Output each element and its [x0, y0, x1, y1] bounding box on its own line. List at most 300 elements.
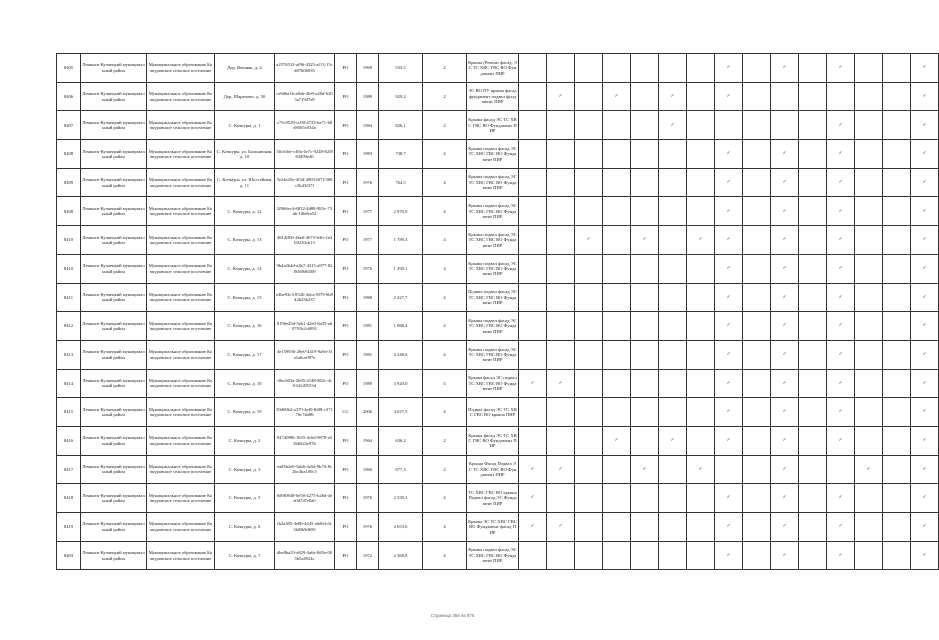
- work-mark-cell: [631, 426, 659, 455]
- work-mark-cell: [687, 140, 715, 169]
- work-mark-cell: [911, 312, 939, 341]
- work-mark-cell: [687, 283, 715, 312]
- address-cell: С. Кочкуры, д. 3: [215, 455, 275, 484]
- work-mark-cell: [827, 398, 855, 427]
- work-mark-cell: [687, 312, 715, 341]
- work-mark-cell: [659, 140, 687, 169]
- work-mark-cell: [519, 426, 547, 455]
- work-mark-cell: [687, 426, 715, 455]
- work-mark-cell: [659, 513, 687, 542]
- area-cell: 1 789,3: [379, 226, 423, 255]
- work-mark-cell: [771, 226, 799, 255]
- district-cell: Ленинск-Кузнецкий муниципальный район: [81, 82, 147, 111]
- ownership-form-cell: РО: [335, 168, 357, 197]
- ownership-form-cell: РО: [335, 283, 357, 312]
- work-mark-cell: [771, 197, 799, 226]
- checkmark-icon: ✓: [922, 122, 927, 128]
- work-mark-cell: [547, 484, 575, 513]
- work-mark-cell: [519, 168, 547, 197]
- work-mark-cell: [883, 254, 911, 283]
- checkmark-icon: ✓: [670, 438, 675, 444]
- work-mark-cell: [911, 426, 939, 455]
- work-mark-cell: [575, 197, 603, 226]
- checkmark-icon: ✓: [782, 208, 787, 214]
- work-mark-cell: [855, 226, 883, 255]
- checkmark-icon: ✓: [838, 409, 843, 415]
- row-id: 8419: [57, 513, 81, 542]
- work-mark-cell: [715, 54, 743, 83]
- work-mark-cell: [911, 197, 939, 226]
- settlement-cell: Муниципальное образование Кочкуровское сельское поселение: [147, 140, 215, 169]
- work-mark-cell: [743, 168, 771, 197]
- work-mark-cell: [883, 426, 911, 455]
- work-mark-cell: [603, 455, 631, 484]
- work-mark-cell: [911, 513, 939, 542]
- work-mark-cell: [827, 82, 855, 111]
- work-mark-cell: [715, 484, 743, 513]
- checkmark-icon: ✓: [558, 466, 563, 472]
- repair-works-cell: ЭС ВО ПУ крыша фасад фундамент подвал фундамент ПИР: [467, 82, 519, 111]
- work-mark-cell: [883, 369, 911, 398]
- settlement-cell: Муниципальное образование Кочкуровское сельское поселение: [147, 82, 215, 111]
- work-mark-cell: [743, 140, 771, 169]
- area-cell: 677,3: [379, 455, 423, 484]
- work-mark-cell: [547, 541, 575, 570]
- checkmark-icon: ✓: [782, 237, 787, 243]
- district-cell: Ленинск-Кузнецкий муниципальный район: [81, 484, 147, 513]
- district-cell: Ленинск-Кузнецкий муниципальный район: [81, 197, 147, 226]
- checkmark-icon: ✓: [530, 495, 535, 501]
- work-mark-cell: [547, 426, 575, 455]
- area-cell: 2 539,3: [379, 484, 423, 513]
- work-mark-cell: [547, 82, 575, 111]
- work-mark-cell: [827, 455, 855, 484]
- area-cell: 1 986,4: [379, 312, 423, 341]
- work-mark-cell: [715, 312, 743, 341]
- checkmark-icon: ✓: [782, 552, 787, 558]
- work-mark-cell: [743, 369, 771, 398]
- work-mark-cell: [771, 82, 799, 111]
- checkmark-icon: ✓: [558, 93, 563, 99]
- work-mark-cell: [547, 168, 575, 197]
- work-mark-cell: [687, 484, 715, 513]
- address-cell: Дер. Шарапово, д. 50: [215, 82, 275, 111]
- fias-code-cell: c75c9529-cc00-4723-ba71-b8d9565c034a: [275, 111, 335, 140]
- checkmark-icon: ✓: [922, 265, 927, 271]
- checkmark-icon: ✓: [922, 495, 927, 501]
- work-mark-cell: [519, 254, 547, 283]
- work-mark-cell: [659, 111, 687, 140]
- address-cell: С. Кочкуры, д. 6: [215, 513, 275, 542]
- table-row: [57, 426, 939, 455]
- work-mark-cell: [687, 197, 715, 226]
- work-mark-cell: [519, 312, 547, 341]
- row-id: 8418: [57, 484, 81, 513]
- work-mark-cell: [547, 54, 575, 83]
- fias-code-cell: 8196e45d-5eb1-42e0-8a35-eb0791b2c6891: [275, 312, 335, 341]
- work-mark-cell: [631, 369, 659, 398]
- work-mark-cell: [799, 513, 827, 542]
- work-mark-cell: [827, 226, 855, 255]
- work-mark-cell: [715, 513, 743, 542]
- work-mark-cell: [659, 54, 687, 83]
- checkmark-icon: ✓: [782, 524, 787, 530]
- settlement-cell: Муниципальное образование Кочкуровское сельское поселение: [147, 312, 215, 341]
- work-mark-cell: [687, 369, 715, 398]
- checkmark-icon: ✓: [838, 122, 843, 128]
- area-cell: 636,2: [379, 426, 423, 455]
- district-cell: Ленинск-Кузнецкий муниципальный район: [81, 340, 147, 369]
- work-mark-cell: [771, 168, 799, 197]
- work-mark-cell: [771, 254, 799, 283]
- work-mark-cell: [855, 484, 883, 513]
- row-id: 8407: [57, 111, 81, 140]
- checkmark-icon: ✓: [726, 265, 731, 271]
- address-cell: С. Кочкуры, д. 12: [215, 197, 275, 226]
- checkmark-icon: ✓: [782, 65, 787, 71]
- district-cell: Ленинск-Кузнецкий муниципальный район: [81, 426, 147, 455]
- area-cell: 2 368,8: [379, 541, 423, 570]
- ownership-form-cell: РО: [335, 484, 357, 513]
- repair-works-cell: Крыша (Ремонт фасад, ЭС ТС ХВС ГВС ВО Фундамент ПИР: [467, 54, 519, 83]
- floors-cell: 4: [423, 340, 467, 369]
- work-mark-cell: [883, 140, 911, 169]
- table-row: [57, 54, 939, 83]
- checkmark-icon: ✓: [838, 524, 843, 530]
- floors-cell: 2: [423, 111, 467, 140]
- work-mark-cell: [687, 226, 715, 255]
- checkmark-icon: ✓: [838, 323, 843, 329]
- checkmark-icon: ✓: [558, 380, 563, 386]
- address-cell: С. Кочкуры, ул. Шоссейная, д. 11: [215, 168, 275, 197]
- work-mark-cell: [631, 455, 659, 484]
- repair-works-cell: Крыша подвал фасад ЭС ТС ХВС ГВС ВО Фундамент ПИР: [467, 340, 519, 369]
- table-row: [57, 82, 939, 111]
- checkmark-icon: ✓: [782, 151, 787, 157]
- ownership-form-cell: РО: [335, 426, 357, 455]
- build-year-cell: 1981: [357, 340, 379, 369]
- work-mark-cell: [827, 254, 855, 283]
- work-mark-cell: [799, 455, 827, 484]
- work-mark-cell: [715, 398, 743, 427]
- settlement-cell: Муниципальное образование Кочкуровское сельское поселение: [147, 168, 215, 197]
- settlement-cell: Муниципальное образование Кочкуровское сельское поселение: [147, 340, 215, 369]
- build-year-cell: 1977: [357, 197, 379, 226]
- ownership-form-cell: РО: [335, 541, 357, 570]
- work-mark-cell: [883, 168, 911, 197]
- work-mark-cell: [827, 340, 855, 369]
- build-year-cell: 1977: [357, 226, 379, 255]
- work-mark-cell: [603, 111, 631, 140]
- floors-cell: 2: [423, 54, 467, 83]
- checkmark-icon: ✓: [586, 237, 591, 243]
- checkmark-icon: ✓: [922, 208, 927, 214]
- fias-code-cell: e4be93c3-852b-4dca-9f79-6b942b25b237: [275, 283, 335, 312]
- work-mark-cell: [547, 197, 575, 226]
- settlement-cell: Муниципальное образование Кочкуровское сельское поселение: [147, 226, 215, 255]
- checkmark-icon: ✓: [726, 151, 731, 157]
- work-mark-cell: [743, 82, 771, 111]
- checkmark-icon: ✓: [838, 552, 843, 558]
- work-mark-cell: [771, 484, 799, 513]
- table-row: [57, 398, 939, 427]
- district-cell: Ленинск-Кузнецкий муниципальный район: [81, 312, 147, 341]
- work-mark-cell: [603, 197, 631, 226]
- build-year-cell: 1976: [357, 484, 379, 513]
- work-mark-cell: [631, 484, 659, 513]
- work-mark-cell: [659, 168, 687, 197]
- settlement-cell: Муниципальное образование Кочкуровское сельское поселение: [147, 254, 215, 283]
- build-year-cell: 1972: [357, 541, 379, 570]
- work-mark-cell: [743, 312, 771, 341]
- checkmark-icon: ✓: [530, 466, 535, 472]
- work-mark-cell: [883, 340, 911, 369]
- work-mark-cell: [631, 111, 659, 140]
- work-mark-cell: [631, 54, 659, 83]
- row-id: 8408: [57, 140, 81, 169]
- checkmark-icon: ✓: [726, 409, 731, 415]
- checkmark-icon: ✓: [670, 93, 675, 99]
- work-mark-cell: [687, 398, 715, 427]
- work-mark-cell: [827, 426, 855, 455]
- work-mark-cell: [603, 140, 631, 169]
- checkmark-icon: ✓: [614, 93, 619, 99]
- work-mark-cell: [883, 54, 911, 83]
- work-mark-cell: [575, 226, 603, 255]
- work-mark-cell: [855, 283, 883, 312]
- checkmark-icon: ✓: [782, 438, 787, 444]
- work-mark-cell: [715, 197, 743, 226]
- work-mark-cell: [911, 82, 939, 111]
- work-mark-cell: [631, 398, 659, 427]
- address-cell: С. Кочкуры, д. 13: [215, 226, 275, 255]
- build-year-cell: 1980: [357, 283, 379, 312]
- work-mark-cell: [603, 168, 631, 197]
- table-row: [57, 312, 939, 341]
- fias-code-cell: 4814f83f-4be6-4673-b4fc-fe4b9230cb13: [275, 226, 335, 255]
- table-row: [57, 484, 939, 513]
- housing-register-table: [56, 53, 939, 570]
- address-cell: С. Кочкуры, д. 15: [215, 283, 275, 312]
- work-mark-cell: [631, 168, 659, 197]
- work-mark-cell: [715, 455, 743, 484]
- work-mark-cell: [743, 426, 771, 455]
- checkmark-icon: ✓: [726, 552, 731, 558]
- checkmark-icon: ✓: [726, 323, 731, 329]
- checkmark-icon: ✓: [726, 208, 731, 214]
- checkmark-icon: ✓: [922, 323, 927, 329]
- work-mark-cell: [603, 254, 631, 283]
- work-mark-cell: [743, 197, 771, 226]
- work-mark-cell: [603, 226, 631, 255]
- checkmark-icon: ✓: [922, 65, 927, 71]
- work-mark-cell: [771, 340, 799, 369]
- checkmark-icon: ✓: [530, 524, 535, 530]
- area-cell: 2 427,7: [379, 283, 423, 312]
- work-mark-cell: [827, 513, 855, 542]
- checkmark-icon: ✓: [782, 294, 787, 300]
- work-mark-cell: [659, 369, 687, 398]
- work-mark-cell: [659, 254, 687, 283]
- checkmark-icon: ✓: [782, 495, 787, 501]
- work-mark-cell: [575, 168, 603, 197]
- work-mark-cell: [659, 82, 687, 111]
- work-mark-cell: [519, 369, 547, 398]
- build-year-cell: 2006: [357, 398, 379, 427]
- work-mark-cell: [855, 541, 883, 570]
- repair-works-cell: Крыша фасад ЭС ТС ХВС ГВС ВО Фундамент ПИР: [467, 426, 519, 455]
- area-cell: 3 248,6: [379, 340, 423, 369]
- work-mark-cell: [799, 140, 827, 169]
- work-mark-cell: [519, 82, 547, 111]
- work-mark-cell: [547, 312, 575, 341]
- work-mark-cell: [911, 398, 939, 427]
- district-cell: Ленинск-Кузнецкий муниципальный район: [81, 455, 147, 484]
- checkmark-icon: ✓: [726, 93, 731, 99]
- floors-cell: 4: [423, 484, 467, 513]
- address-cell: С. Кочкуры, д. 18: [215, 369, 275, 398]
- fias-code-cell: 5e24e45e-4f3d-4903-8f7f-368c5b43f37f: [275, 168, 335, 197]
- checkmark-icon: ✓: [838, 237, 843, 243]
- work-mark-cell: [519, 226, 547, 255]
- row-id: 8405: [57, 54, 81, 83]
- repair-works-cell: Подвал подвал фасад ЭС ТС ХВС ГВС ВО Фундамент ПИР: [467, 283, 519, 312]
- build-year-cell: 1960: [357, 455, 379, 484]
- work-mark-cell: [547, 226, 575, 255]
- work-mark-cell: [743, 455, 771, 484]
- work-mark-cell: [911, 111, 939, 140]
- work-mark-cell: [575, 513, 603, 542]
- work-mark-cell: [659, 312, 687, 341]
- work-mark-cell: [687, 340, 715, 369]
- work-mark-cell: [631, 541, 659, 570]
- work-mark-cell: [603, 513, 631, 542]
- work-mark-cell: [883, 455, 911, 484]
- work-mark-cell: [715, 82, 743, 111]
- settlement-cell: Муниципальное образование Кочкуровское сельское поселение: [147, 398, 215, 427]
- work-mark-cell: [911, 140, 939, 169]
- checkmark-icon: ✓: [838, 438, 843, 444]
- work-mark-cell: [659, 426, 687, 455]
- work-mark-cell: [659, 197, 687, 226]
- repair-works-cell: Крыша Фасад Подвал ЭС ТС ХВС ГВС ВО Фундамент ПИР: [467, 455, 519, 484]
- work-mark-cell: [519, 541, 547, 570]
- work-mark-cell: [603, 484, 631, 513]
- area-cell: 764,5: [379, 168, 423, 197]
- repair-works-cell: Крыша фасад ЭС ТС ХВС ГВС ВО Фундамент ПИР: [467, 111, 519, 140]
- floors-cell: 4: [423, 283, 467, 312]
- settlement-cell: Муниципальное образование Кочкуровское сельское поселение: [147, 369, 215, 398]
- work-mark-cell: [827, 369, 855, 398]
- work-mark-cell: [799, 226, 827, 255]
- work-mark-cell: [743, 484, 771, 513]
- floors-cell: 4: [423, 197, 467, 226]
- row-id: 8403: [57, 541, 81, 570]
- work-mark-cell: [799, 312, 827, 341]
- work-mark-cell: [771, 369, 799, 398]
- work-mark-cell: [575, 82, 603, 111]
- repair-works-cell: Крыша подвал фасад ЭС ТС ХВС ГВС ВО Фундамент ПИР: [467, 254, 519, 283]
- work-mark-cell: [631, 140, 659, 169]
- work-mark-cell: [519, 283, 547, 312]
- work-mark-cell: [855, 82, 883, 111]
- row-id: 8410: [57, 254, 81, 283]
- repair-works-cell: Крыша подвал фасад ЭС ТС ХВС ГВС ВО Фундамент ПИР: [467, 541, 519, 570]
- checkmark-icon: ✓: [726, 438, 731, 444]
- work-mark-cell: [575, 254, 603, 283]
- work-mark-cell: [799, 54, 827, 83]
- checkmark-icon: ✓: [726, 179, 731, 185]
- work-mark-cell: [715, 168, 743, 197]
- checkmark-icon: ✓: [922, 237, 927, 243]
- settlement-cell: Муниципальное образование Кочкуровское сельское поселение: [147, 541, 215, 570]
- repair-works-cell: ТС ХВС ГВС ВО крышаПодвал фасад ЭС Фундамент ПИР: [467, 484, 519, 513]
- work-mark-cell: [519, 398, 547, 427]
- build-year-cell: 1969: [357, 54, 379, 83]
- work-mark-cell: [771, 426, 799, 455]
- floors-cell: 4: [423, 541, 467, 570]
- checkmark-icon: ✓: [838, 495, 843, 501]
- build-year-cell: 1983: [357, 140, 379, 169]
- repair-works-cell: Подвал фасад ЭС ТС ХВС ГВС ВО крыша ПИР: [467, 398, 519, 427]
- work-mark-cell: [547, 369, 575, 398]
- work-mark-cell: [631, 254, 659, 283]
- work-mark-cell: [799, 369, 827, 398]
- checkmark-icon: ✓: [642, 237, 647, 243]
- checkmark-icon: ✓: [838, 179, 843, 185]
- register-sheet: [56, 53, 927, 571]
- row-id: 8414: [57, 369, 81, 398]
- checkmark-icon: ✓: [922, 466, 927, 472]
- work-mark-cell: [687, 254, 715, 283]
- checkmark-icon: ✓: [922, 352, 927, 358]
- work-mark-cell: [771, 541, 799, 570]
- settlement-cell: Муниципальное образование Кочкуровское сельское поселение: [147, 513, 215, 542]
- row-id: 8410: [57, 226, 81, 255]
- fias-code-cell: ea03b2e6-5ab6-4a5d-9b74-8c2bc3ba100c5: [275, 455, 335, 484]
- checkmark-icon: ✓: [726, 65, 731, 71]
- checkmark-icon: ✓: [782, 179, 787, 185]
- work-mark-cell: [771, 398, 799, 427]
- work-mark-cell: [687, 111, 715, 140]
- work-mark-cell: [911, 54, 939, 83]
- work-mark-cell: [911, 369, 939, 398]
- work-mark-cell: [855, 197, 883, 226]
- fias-code-cell: a2576532-af96-4325-af13-15cd87b06835: [275, 54, 335, 83]
- checkmark-icon: ✓: [922, 438, 927, 444]
- checkmark-icon: ✓: [782, 265, 787, 271]
- checkmark-icon: ✓: [922, 380, 927, 386]
- settlement-cell: Муниципальное образование Кочкуровское сельское поселение: [147, 484, 215, 513]
- work-mark-cell: [715, 340, 743, 369]
- work-mark-cell: [575, 455, 603, 484]
- address-cell: С. Кочкуры, д. 7: [215, 541, 275, 570]
- work-mark-cell: [687, 455, 715, 484]
- work-mark-cell: [911, 484, 939, 513]
- build-year-cell: 1989: [357, 82, 379, 111]
- work-mark-cell: [603, 312, 631, 341]
- checkmark-icon: ✓: [838, 380, 843, 386]
- address-cell: С. Кочкуры, д. 16: [215, 312, 275, 341]
- checkmark-icon: ✓: [558, 524, 563, 530]
- table-body: [57, 54, 939, 570]
- work-mark-cell: [883, 82, 911, 111]
- checkmark-icon: ✓: [866, 466, 871, 472]
- row-id: 8413: [57, 340, 81, 369]
- work-mark-cell: [547, 513, 575, 542]
- work-mark-cell: [519, 197, 547, 226]
- address-cell: С. Кочкуры, ул. Больничная, д. 10: [215, 140, 275, 169]
